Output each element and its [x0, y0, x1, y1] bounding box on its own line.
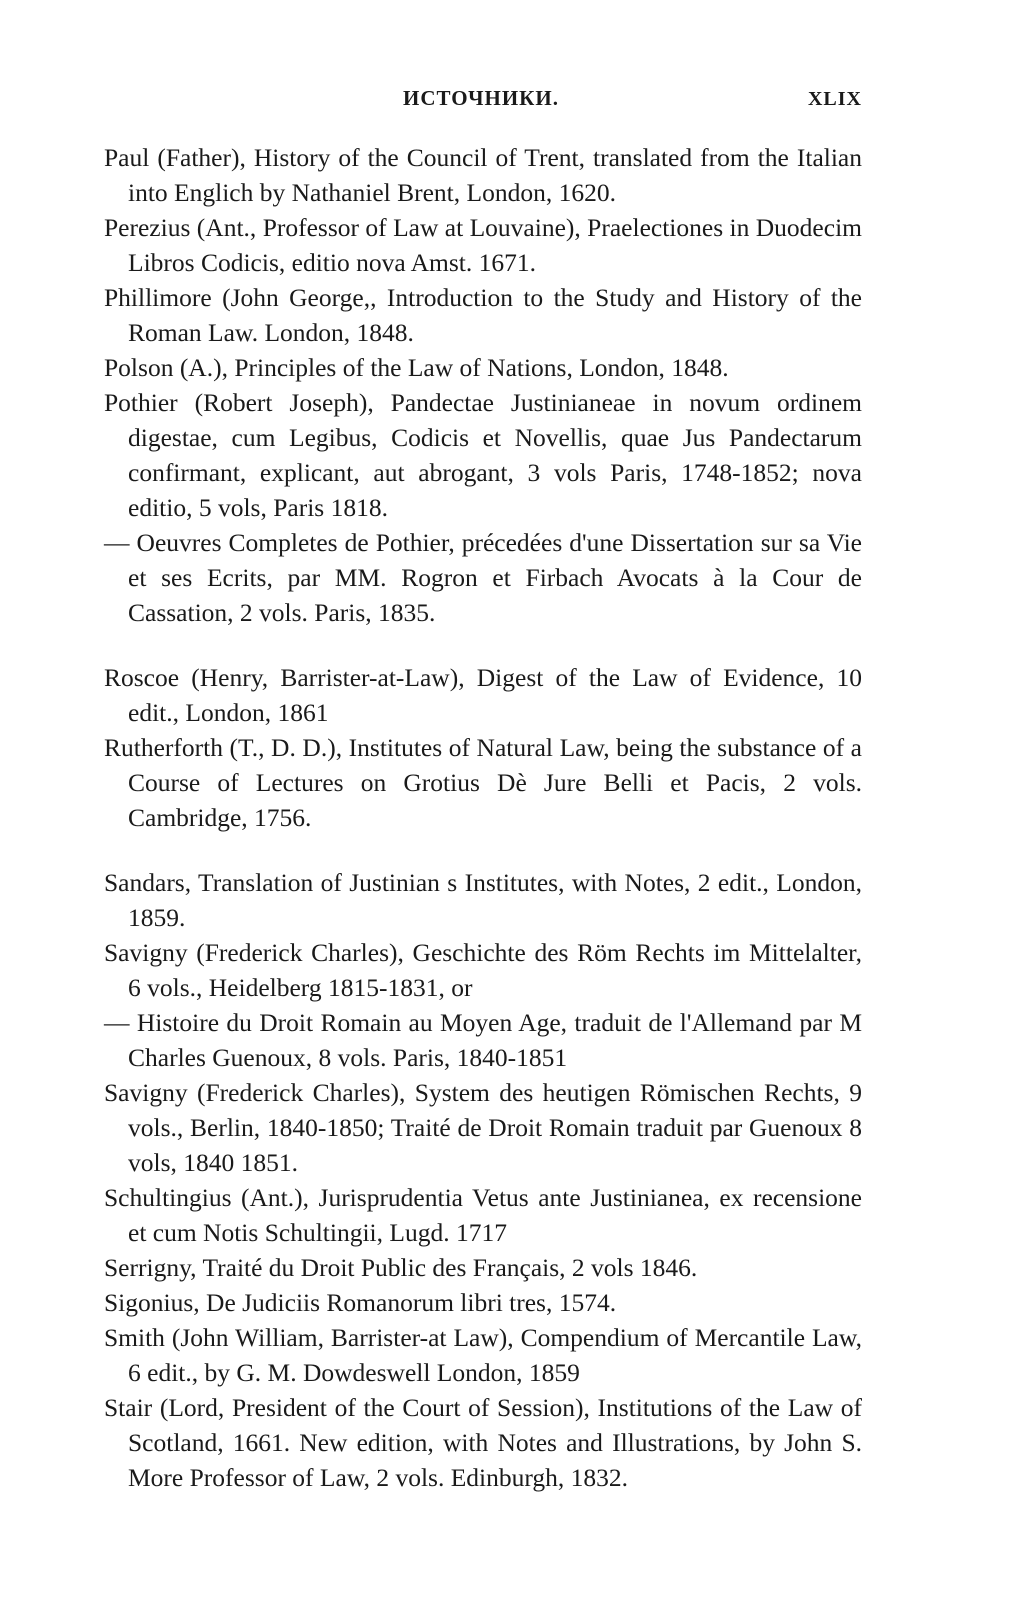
bibliography-entry-pothier: Pothier (Robert Joseph), Pandectae Justinianeae in novum ordinem digestae, cum Legibus, Codicis et Novellis, quae Jus Pandectarum confirmant, explicant, aut abrogant, 3 vols Paris, 1748-1852; nova editio, 5 vols, Paris 1818.: [104, 388, 862, 522]
bibliography-entry-schultingius: Schultingius (Ant.), Jurisprudentia Vetus ante Justinianea, ex recensione et cum Notis Schultingii, Lugd. 1717: [104, 1183, 862, 1247]
bibliography-entry-sandars: Sandars, Translation of Justinian s Institutes, with Notes, 2 edit., London, 1859.: [104, 868, 862, 932]
bibliography-entry-paul: Paul (Father), History of the Council of Trent, translated from the Italian into Englich by Nathaniel Brent, London, 1620.: [104, 143, 862, 207]
bibliography-entry-polson: Polson (A.), Principles of the Law of Nations, London, 1848.: [104, 353, 729, 382]
page-number: XLIX: [807, 88, 862, 110]
bibliography-entry-perezius: Perezius (Ant., Professor of Law at Louvaine), Praelectiones in Duodecim Libros Codicis, editio nova Amst. 1671.: [104, 213, 862, 277]
bibliography-list: [104, 140, 862, 1495]
bibliography-entry-serrigny: Serrigny, Traité du Droit Public des Français, 2 vols 1846.: [104, 1253, 698, 1282]
bibliography-entry-roscoe: Roscoe (Henry, Barrister-at-Law), Digest of the Law of Evidence, 10 edit., London, 1861: [104, 663, 862, 727]
bibliography-entry-stair: Stair (Lord, President of the Court of Session), Institutions of the Law of Scotland, 1661. New edition, with Notes and Illustrations, by John S. More Professor of Law, 2 vols. Edinburgh, 1832.: [104, 1393, 862, 1492]
bibliography-entry-sigonius: Sigonius, De Judiciis Romanorum libri tres, 1574.: [104, 1288, 617, 1317]
bibliography-entry-savigny-histoire: — Histoire du Droit Romain au Moyen Age, traduit de l'Allemand par M Charles Guenoux, 8 vols. Paris, 1840-1851: [104, 1008, 862, 1072]
bibliography-entry-savigny-system: Savigny (Frederick Charles), System des heutigen Römischen Rechts, 9 vols., Berlin, 1840-1850; Traité de Droit Romain traduit par Guenoux 8 vols, 1840 1851.: [104, 1078, 862, 1177]
bibliography-entry-savigny-geschichte: Savigny (Frederick Charles), Geschichte des Röm Rechts im Mittelalter, 6 vols., Heidelberg 1815-1831, or: [104, 938, 862, 1002]
bibliography-entry-rutherforth: Rutherforth (T., D. D.), Institutes of Natural Law, being the substance of a Course of Lectures on Grotius Dè Jure Belli et Pacis, 2 vols. Cambridge, 1756.: [104, 733, 862, 832]
bibliography-entry-phillimore: Phillimore (John George,, Introduction to the Study and History of the Roman Law. London, 1848.: [104, 283, 862, 347]
page-title: ИСТОЧНИКИ.: [403, 86, 559, 110]
bibliography-entry-smith: Smith (John William, Barrister-at Law), Compendium of Mercantile Law, 6 edit., by G. M. Dowdeswell London, 1859: [104, 1323, 862, 1387]
bibliography-entry-pothier-oeuvres: — Oeuvres Completes de Pothier, précedées d'une Dissertation sur sa Vie et ses Ecrits, par MM. Rogron et Firbach Avocats à la Cour de Cassation, 2 vols. Paris, 1835.: [104, 528, 862, 627]
running-head: [100, 86, 862, 116]
